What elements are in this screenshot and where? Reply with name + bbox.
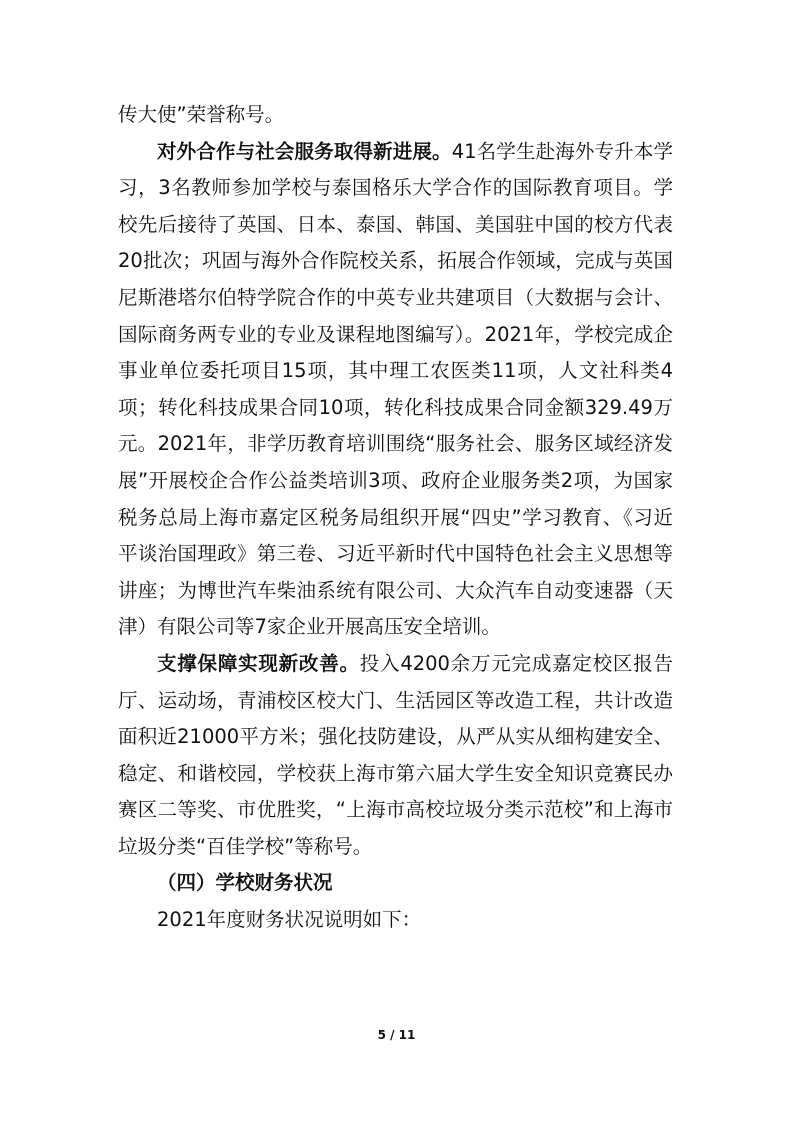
document-body (118, 97, 673, 939)
paragraph-lead-support: 支撑保障实现新改善。 (157, 651, 360, 675)
paragraph-support (118, 646, 673, 866)
continuation-line: 传大使”荣誉称号。 (118, 103, 285, 126)
paragraph-text-cooperation: 41名学生赴海外专升本学习，3名教师参加学校与泰国格乐大学合作的国际教育项目。学校先后接待了英国、日本、泰国、韩国、美国驻中国的校方代表20批次；巩固与海外合作院校关系，拓展合作领域，完成与英国尼斯港塔尔伯特学院合作的中英专业共建项目（大数据与会计、国际商务两专业的专业及课程地图编写）。2021年，学校完成企事业单位委托项目15项，其中理工农医类11项，人文社科类4项；转化科技成果合同10项，转化科技成果合同金额329.49万元。2021年，非学历教育培训围绕“服务社会、服务区域经济发展”开展校企合作公益类培训3项、政府企业服务类2项，为国家税务总局上海市嘉定区税务局组织开展“四史”学习教育、《习近平谈治国理政》第三卷、习近平新时代中国特色社会主义思想等讲座；为博世汽车柴油系统有限公司、大众汽车自动变速器（天津）有限公司等7家企业开展高压安全培训。 (118, 139, 673, 639)
finance-intro: 2021年度财务状况说明如下： (157, 908, 422, 932)
section-heading: （四）学校财务状况 (157, 871, 333, 895)
paragraph-cooperation (118, 134, 673, 646)
page-number: 5 / 11 (377, 1028, 416, 1042)
paragraph-text-support: 投入4200余万元完成嘉定校区报告厅、运动场，青浦校区校大门、生活园区等改造工程，共计改造面积近21000平方米；强化技防建设，从严从实从细构建安全、稳定、和谐校园，学校获上海市第六届大学生安全知识竞赛民办赛区二等奖、市优胜奖，“上海市高校垃圾分类示范校”和上海市垃圾分类“百佳学校”等称号。 (118, 651, 673, 858)
paragraph-lead-cooperation: 对外合作与社会服务取得新进展。 (157, 139, 452, 163)
